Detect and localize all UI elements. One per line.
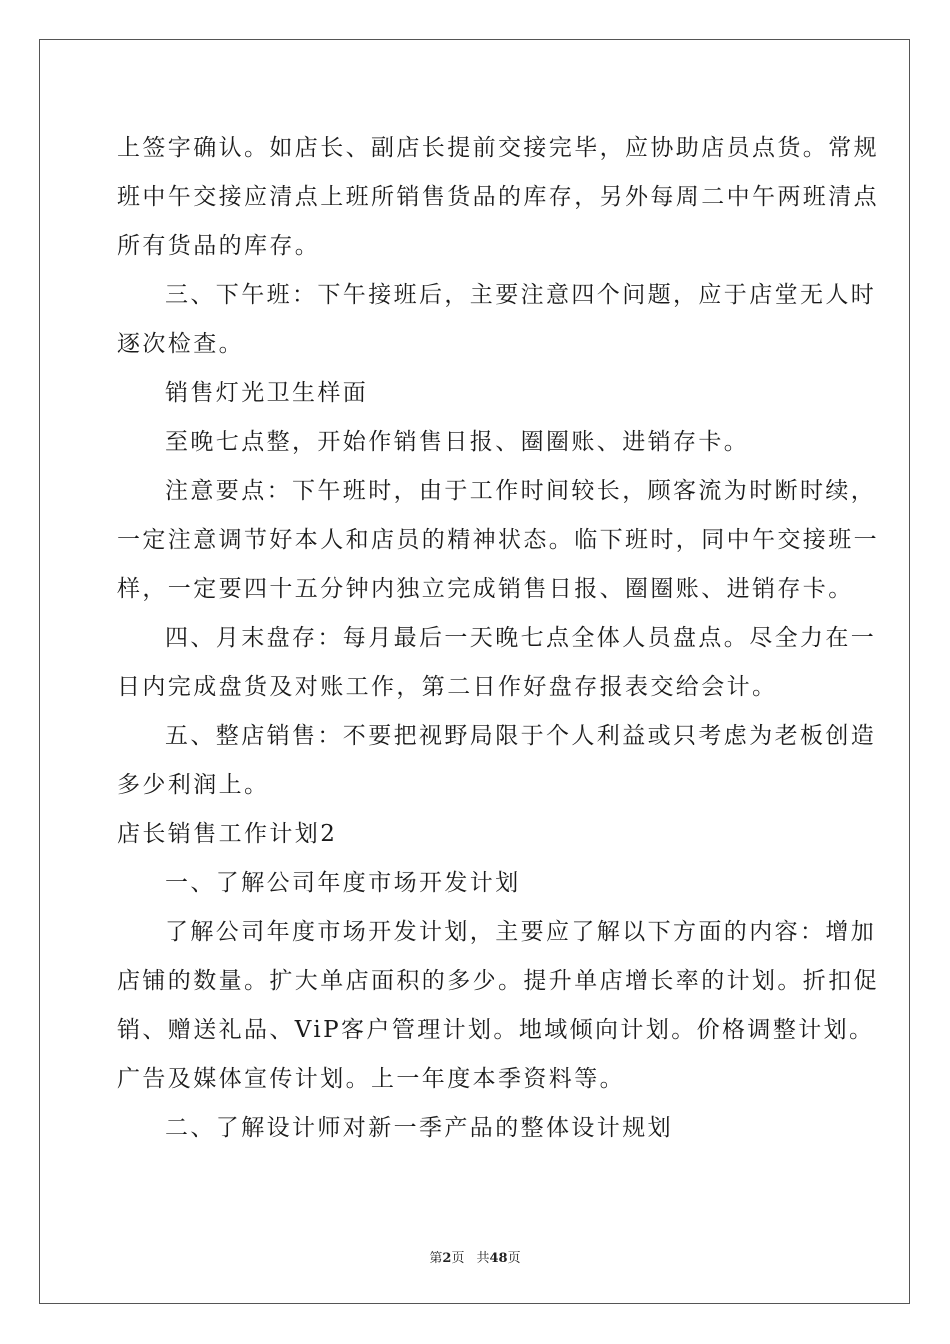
page-footer (0, 1247, 950, 1266)
document-body (117, 124, 879, 1153)
text-line: 样，一定要四十五分钟内独立完成销售日报、圈圈账、进销存卡。 (117, 576, 854, 602)
text-line: 多少利润上。 (117, 772, 270, 798)
text-line: 日内完成盘货及对账工作，第二日作好盘存报表交给会计。 (117, 674, 778, 700)
text-line: 销、赠送礼品、ViP客户管理计划。地域倾向计划。价格调整计划。 (117, 1017, 875, 1043)
text-line: 上签字确认。如店长、副店长提前交接完毕，应协助店员点货。常规 (117, 135, 879, 161)
text-line: 销售灯光卫生样面 (165, 380, 369, 406)
text-line: 逐次检查。 (117, 331, 244, 357)
text-line: 注意要点：下午班时，由于工作时间较长，顾客流为时断时续， (165, 478, 877, 504)
footer-total-prefix: 共 (476, 1251, 490, 1266)
section-heading: 店长销售工作计划2 (117, 821, 338, 847)
text-line: 班中午交接应清点上班所销售货品的库存，另外每周二中午两班清点 (117, 184, 879, 210)
text-line: 五、整店销售：不要把视野局限于个人利益或只考虑为老板创造 (165, 723, 877, 749)
text-line: 一、了解公司年度市场开发计划 (165, 870, 521, 896)
footer-page-number: 2 (442, 1251, 452, 1266)
text-line: 一定注意调节好本人和店员的精神状态。临下班时，同中午交接班一 (117, 527, 879, 553)
text-line: 店铺的数量。扩大单店面积的多少。提升单店增长率的计划。折扣促 (117, 968, 879, 994)
footer-page-suffix: 页 (451, 1251, 465, 1266)
text-line: 广告及媒体宣传计划。上一年度本季资料等。 (117, 1066, 625, 1092)
footer-total-pages: 48 (489, 1251, 508, 1266)
text-line: 所有货品的库存。 (117, 233, 321, 259)
footer-page-prefix: 第 (429, 1251, 443, 1266)
footer-total-suffix: 页 (507, 1251, 521, 1266)
text-line: 三、下午班：下午接班后，主要注意四个问题，应于店堂无人时 (165, 282, 877, 308)
text-line: 四、月末盘存：每月最后一天晚七点全体人员盘点。尽全力在一 (165, 625, 877, 651)
text-line: 至晚七点整，开始作销售日报、圈圈账、进销存卡。 (165, 429, 750, 455)
text-line: 了解公司年度市场开发计划，主要应了解以下方面的内容：增加 (165, 919, 877, 945)
text-line: 二、了解设计师对新一季产品的整体设计规划 (165, 1115, 673, 1141)
